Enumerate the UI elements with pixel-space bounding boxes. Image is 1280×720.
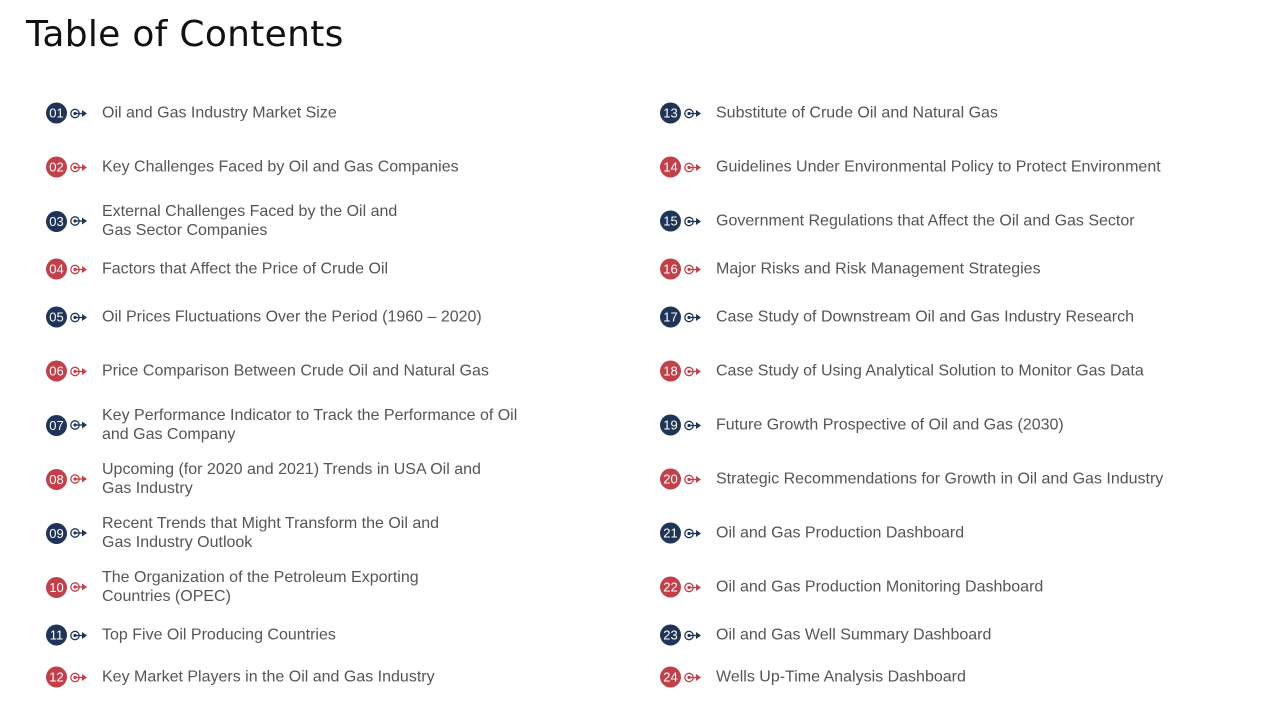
toc-number-badge: 16	[660, 259, 681, 280]
toc-item[interactable]	[660, 361, 1144, 382]
toc-item-label: Case Study of Using Analytical Solution to Monitor Gas Data	[716, 362, 1144, 380]
target-arrow-icon	[70, 365, 90, 377]
target-arrow-icon	[684, 263, 704, 275]
target-arrow-icon	[684, 365, 704, 377]
toc-item[interactable]	[660, 415, 1064, 436]
toc-item-label: Major Risks and Risk Management Strategies	[716, 260, 1041, 278]
toc-item[interactable]	[660, 667, 966, 688]
toc-number-badge: 24	[660, 667, 681, 688]
target-arrow-icon	[70, 419, 90, 431]
toc-number-badge: 21	[660, 523, 681, 544]
toc-item[interactable]	[660, 523, 964, 544]
toc-item[interactable]	[660, 307, 1134, 328]
toc-number-badge: 03	[46, 211, 67, 232]
target-arrow-icon	[684, 419, 704, 431]
toc-item-label: External Challenges Faced by the Oil and Gas Sector Companies	[102, 203, 398, 239]
toc-number-badge: 06	[46, 361, 67, 382]
toc-item[interactable]	[46, 568, 419, 606]
toc-number-badge: 18	[660, 361, 681, 382]
toc-item-label: The Organization of the Petroleum Exporting Countries (OPEC)	[102, 569, 419, 605]
toc-item[interactable]	[46, 202, 397, 240]
toc-item-label: Top Five Oil Producing Countries	[102, 626, 336, 644]
toc-item[interactable]	[660, 625, 991, 646]
target-arrow-icon	[70, 215, 90, 227]
toc-item-label: Upcoming (for 2020 and 2021) Trends in USA Oil and Gas Industry	[102, 461, 481, 497]
toc-number-badge: 04	[46, 259, 67, 280]
toc-item-label: Oil Prices Fluctuations Over the Period (1960 – 2020)	[102, 308, 482, 326]
target-arrow-icon	[684, 311, 704, 323]
toc-item-label: Wells Up-Time Analysis Dashboard	[716, 668, 966, 686]
target-arrow-icon	[70, 263, 90, 275]
target-arrow-icon	[684, 581, 704, 593]
toc-item[interactable]	[46, 625, 336, 646]
toc-number-badge: 17	[660, 307, 681, 328]
toc-number-badge: 02	[46, 157, 67, 178]
toc-item-label: Case Study of Downstream Oil and Gas Industry Research	[716, 308, 1134, 326]
toc-number-badge: 09	[46, 523, 67, 544]
toc-item-label: Oil and Gas Well Summary Dashboard	[716, 626, 992, 644]
toc-item[interactable]	[46, 667, 435, 688]
toc-number-badge: 05	[46, 307, 67, 328]
toc-item-label: Strategic Recommendations for Growth in Oil and Gas Industry	[716, 470, 1164, 488]
toc-number-badge: 10	[46, 577, 67, 598]
toc-number-badge: 07	[46, 415, 67, 436]
target-arrow-icon	[684, 671, 704, 683]
toc-number-badge: 11	[46, 625, 67, 646]
toc-item-label: Future Growth Prospective of Oil and Gas (2030)	[716, 416, 1064, 434]
target-arrow-icon	[684, 629, 704, 641]
toc-item[interactable]	[46, 460, 481, 498]
toc-item-label: Oil and Gas Production Dashboard	[716, 524, 965, 542]
target-arrow-icon	[684, 161, 704, 173]
toc-item[interactable]	[660, 103, 998, 124]
toc-item-label: Oil and Gas Production Monitoring Dashboard	[716, 578, 1044, 596]
toc-number-badge: 19	[660, 415, 681, 436]
target-arrow-icon	[684, 107, 704, 119]
target-arrow-icon	[70, 527, 90, 539]
toc-item-label: Government Regulations that Affect the Oil and Gas Sector	[716, 212, 1135, 230]
toc-number-badge: 22	[660, 577, 681, 598]
toc-item-label: Price Comparison Between Crude Oil and Natural Gas	[102, 362, 489, 380]
target-arrow-icon	[70, 161, 90, 173]
toc-right-column	[614, 0, 1254, 720]
toc-item-label: Substitute of Crude Oil and Natural Gas	[716, 104, 998, 122]
toc-number-badge: 20	[660, 469, 681, 490]
toc-item[interactable]	[46, 307, 482, 328]
toc-item[interactable]	[46, 514, 439, 552]
toc-item-label: Oil and Gas Industry Market Size	[102, 104, 337, 122]
toc-number-badge: 23	[660, 625, 681, 646]
toc-item[interactable]	[660, 469, 1163, 490]
target-arrow-icon	[70, 671, 90, 683]
toc-number-badge: 13	[660, 103, 681, 124]
toc-number-badge: 12	[46, 667, 67, 688]
toc-item[interactable]	[660, 211, 1135, 232]
toc-number-badge: 08	[46, 469, 67, 490]
target-arrow-icon	[684, 215, 704, 227]
target-arrow-icon	[70, 581, 90, 593]
toc-item[interactable]	[46, 157, 459, 178]
toc-item[interactable]	[46, 259, 388, 280]
toc-item[interactable]	[660, 157, 1161, 178]
target-arrow-icon	[70, 473, 90, 485]
target-arrow-icon	[70, 311, 90, 323]
target-arrow-icon	[70, 629, 90, 641]
toc-item-label: Guidelines Under Environmental Policy to Protect Environment	[716, 158, 1161, 176]
toc-number-badge: 15	[660, 211, 681, 232]
page-title: Table of Contents	[26, 14, 344, 55]
toc-item-label: Key Market Players in the Oil and Gas Industry	[102, 668, 435, 686]
toc-item-label: Key Performance Indicator to Track the Performance of Oil and Gas Company	[102, 407, 518, 443]
target-arrow-icon	[70, 107, 90, 119]
toc-item[interactable]	[46, 406, 517, 444]
toc-item-label: Factors that Affect the Price of Crude Oil	[102, 260, 389, 278]
toc-item[interactable]	[660, 259, 1041, 280]
toc-number-badge: 14	[660, 157, 681, 178]
toc-item[interactable]	[46, 361, 489, 382]
toc-item-label: Key Challenges Faced by Oil and Gas Companies	[102, 158, 459, 176]
target-arrow-icon	[684, 527, 704, 539]
target-arrow-icon	[684, 473, 704, 485]
toc-number-badge: 01	[46, 103, 67, 124]
toc-item-label: Recent Trends that Might Transform the Oil and Gas Industry Outlook	[102, 515, 440, 551]
toc-item[interactable]	[660, 577, 1043, 598]
toc-item[interactable]	[46, 103, 337, 124]
